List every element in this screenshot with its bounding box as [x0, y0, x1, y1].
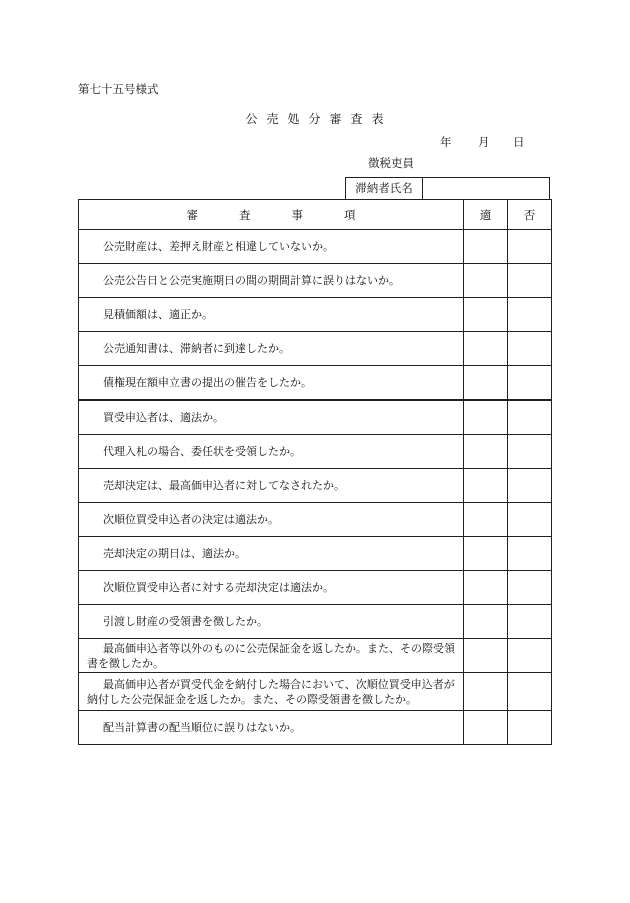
- review-item: 公売公告日と公売実施期日の間の期間計算に誤りはないか。: [79, 264, 464, 298]
- review-item: 公売通知書は、滞納者に到達したか。: [79, 332, 464, 366]
- review-item: 売却決定の期日は、適法か。: [79, 537, 464, 571]
- check-appropriate-cell[interactable]: [464, 435, 508, 469]
- header-item: 審査事項: [79, 200, 464, 230]
- check-inappropriate-cell[interactable]: [508, 435, 552, 469]
- table-row: [79, 332, 552, 366]
- table-row: [79, 435, 552, 469]
- review-item: 代理入札の場合、委任状を受領したか。: [79, 435, 464, 469]
- table-row: [79, 503, 552, 537]
- table-row: [79, 605, 552, 639]
- header-inappropriate: 否: [508, 200, 552, 230]
- check-appropriate-cell[interactable]: [464, 400, 508, 435]
- check-appropriate-cell[interactable]: [464, 571, 508, 605]
- table-row: [79, 469, 552, 503]
- date-day: 日: [513, 135, 525, 149]
- delinquent-name-label: 滞納者氏名: [346, 178, 423, 199]
- check-appropriate-cell[interactable]: [464, 332, 508, 366]
- delinquent-name-box: [345, 177, 550, 199]
- check-appropriate-cell[interactable]: [464, 230, 508, 264]
- check-appropriate-cell[interactable]: [464, 503, 508, 537]
- check-inappropriate-cell[interactable]: [508, 469, 552, 503]
- check-appropriate-cell[interactable]: [464, 264, 508, 298]
- review-item: 次順位買受申込者の決定は適法か。: [79, 503, 464, 537]
- date-month: 月: [478, 135, 490, 149]
- review-item: 公売財産は、差押え財産と相違していないか。: [79, 230, 464, 264]
- check-inappropriate-cell[interactable]: [508, 639, 552, 673]
- check-inappropriate-cell[interactable]: [508, 298, 552, 332]
- table-row: [79, 537, 552, 571]
- check-appropriate-cell[interactable]: [464, 639, 508, 673]
- check-inappropriate-cell[interactable]: [508, 673, 552, 711]
- check-inappropriate-cell[interactable]: [508, 366, 552, 401]
- review-item: 引渡し財産の受領書を徴したか。: [79, 605, 464, 639]
- table-header-row: [79, 200, 552, 230]
- check-inappropriate-cell[interactable]: [508, 230, 552, 264]
- review-item: 最高価申込者等以外のものに公売保証金を返したか。また、その際受領書を徴したか。: [79, 639, 464, 673]
- date-year: 年: [440, 135, 452, 149]
- check-appropriate-cell[interactable]: [464, 469, 508, 503]
- check-inappropriate-cell[interactable]: [508, 332, 552, 366]
- table-row: [79, 298, 552, 332]
- form-title: 公売処分審査表: [245, 112, 393, 126]
- table-row: [79, 711, 552, 745]
- table-row: [79, 673, 552, 711]
- review-table: [78, 199, 552, 745]
- review-item: 債権現在額申立書の提出の催告をしたか。: [79, 366, 464, 401]
- form-number: 第七十五号様式: [78, 82, 159, 96]
- check-appropriate-cell[interactable]: [464, 537, 508, 571]
- table-row: [79, 264, 552, 298]
- header-appropriate: 適: [464, 200, 508, 230]
- table-row: [79, 366, 552, 401]
- table-row: [79, 571, 552, 605]
- review-item: 次順位買受申込者に対する売却決定は適法か。: [79, 571, 464, 605]
- check-inappropriate-cell[interactable]: [508, 264, 552, 298]
- check-inappropriate-cell[interactable]: [508, 537, 552, 571]
- check-inappropriate-cell[interactable]: [508, 400, 552, 435]
- table-row: [79, 230, 552, 264]
- check-inappropriate-cell[interactable]: [508, 503, 552, 537]
- check-inappropriate-cell[interactable]: [508, 711, 552, 745]
- table-row: [79, 400, 552, 435]
- review-item: 見積価額は、適正か。: [79, 298, 464, 332]
- officer-label: 徴税吏員: [368, 156, 414, 170]
- check-inappropriate-cell[interactable]: [508, 605, 552, 639]
- review-item: 買受申込者は、適法か。: [79, 400, 464, 435]
- check-appropriate-cell[interactable]: [464, 711, 508, 745]
- check-appropriate-cell[interactable]: [464, 673, 508, 711]
- check-appropriate-cell[interactable]: [464, 366, 508, 401]
- check-inappropriate-cell[interactable]: [508, 571, 552, 605]
- check-appropriate-cell[interactable]: [464, 298, 508, 332]
- table-row: [79, 639, 552, 673]
- review-item: 配当計算書の配当順位に誤りはないか。: [79, 711, 464, 745]
- review-item: 最高価申込者が買受代金を納付した場合において、次順位買受申込者が納付した公売保証金を返したか。また、その際受領書を徴したか。: [79, 673, 464, 711]
- check-appropriate-cell[interactable]: [464, 605, 508, 639]
- review-item: 売却決定は、最高価申込者に対してなされたか。: [79, 469, 464, 503]
